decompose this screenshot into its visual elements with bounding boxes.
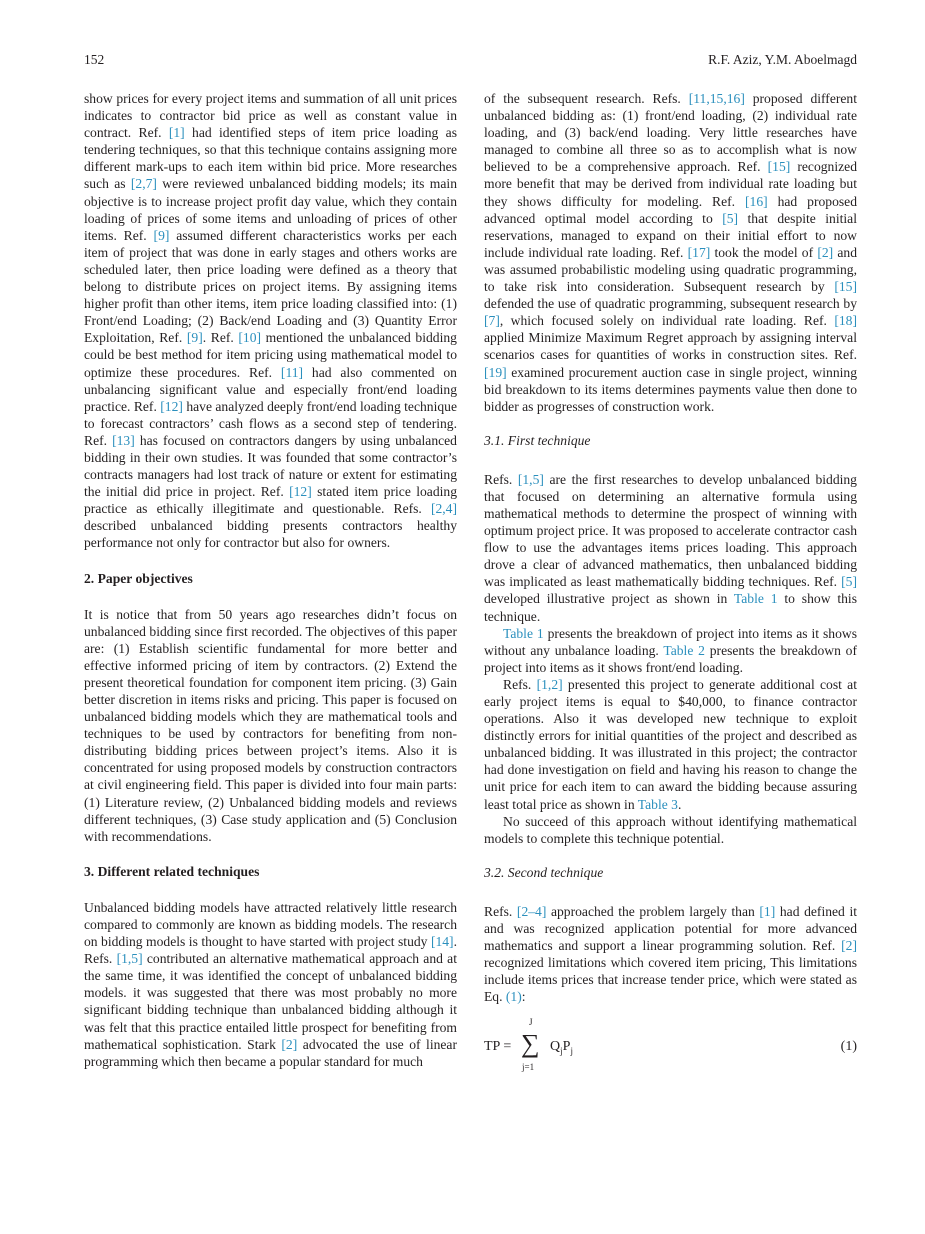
citation-link[interactable]: Table 1 bbox=[733, 591, 778, 607]
citation-link[interactable]: [15] bbox=[767, 159, 791, 175]
text-run: . Ref. bbox=[202, 330, 239, 346]
text-run: , which focused solely on individual rate loading. Ref. bbox=[499, 313, 835, 329]
citation-link[interactable]: [15] bbox=[834, 279, 857, 295]
paragraph bbox=[484, 471, 857, 625]
text-run: No succeed of this approach without identifying mathematical models to complete this technique potential. bbox=[484, 813, 857, 846]
paragraph bbox=[484, 625, 857, 676]
citation-link[interactable]: [5] bbox=[841, 574, 857, 590]
citation-link[interactable]: [16] bbox=[745, 193, 768, 209]
equation-1 bbox=[484, 1017, 857, 1079]
text-run: . Refs. bbox=[84, 934, 457, 967]
citation-link[interactable]: [19] bbox=[484, 364, 507, 380]
citation-link[interactable]: [1] bbox=[168, 125, 185, 141]
citation-link[interactable]: [11] bbox=[280, 364, 304, 380]
citation-link[interactable]: [2,7] bbox=[130, 176, 157, 192]
citation-link[interactable]: [2] bbox=[281, 1036, 298, 1052]
citation-link[interactable]: [1,5] bbox=[517, 471, 544, 487]
sum-upper-limit: J bbox=[529, 1017, 533, 1028]
sub-j: j bbox=[570, 1046, 573, 1057]
text-run: presents the breakdown of project into items as it shows without any unbalance loading. bbox=[484, 625, 857, 658]
text-run: described unbalanced bidding presents contractors healthy performance not only for contractor but also for owners. bbox=[84, 518, 457, 551]
text-run: approached the problem largely than bbox=[546, 903, 760, 919]
running-header-authors: R.F. Aziz, Y.M. Aboelmagd bbox=[708, 52, 857, 67]
citation-link[interactable]: [7] bbox=[484, 313, 500, 329]
paragraph bbox=[484, 813, 857, 847]
text-run: presented this project to generate additional cost at early project items is equal to $40,000, to finance contractor operations. Also it was developed new technique to exploit distinctly errors for initial quantities of the project and described as unbalanced bidding. It was illustrated in this project; the contractor had done investigation on field and having his reason to change the unit price for each item to can award the bidding because assuring least total price as shown in bbox=[484, 676, 857, 812]
citation-link[interactable]: [2] bbox=[817, 244, 834, 260]
citation-link[interactable]: [12] bbox=[289, 484, 312, 500]
text-run: proposed different unbalanced bidding as: (1) front/end loading, (2) individual rate loading, and (3) back/end loading. Very little researches have managed to combine all three so as to accomplish what is now believed to be a comprehensive approach. Ref. bbox=[484, 91, 857, 175]
text-run: developed illustrative project as shown in bbox=[484, 591, 734, 607]
subsection-heading: 3.1. First technique bbox=[484, 432, 591, 448]
citation-link[interactable]: [1,2] bbox=[536, 676, 563, 692]
page-number: 152 bbox=[84, 52, 105, 67]
text-run: Refs. bbox=[484, 471, 518, 487]
text-run: mentioned the unbalanced bidding could be best method for item pricing using mathematical model to optimize these procedures. Ref. bbox=[84, 330, 457, 380]
var-p: P bbox=[562, 1039, 571, 1055]
citation-link[interactable]: [1] bbox=[759, 903, 776, 919]
citation-link[interactable]: [17] bbox=[687, 244, 711, 260]
text-run: have analyzed deeply front/end loading technique to forecast contractors’ cash flows as a second step of tendering. Ref. bbox=[84, 398, 457, 448]
citation-link[interactable]: [2–4] bbox=[516, 903, 547, 919]
citation-link[interactable]: [5] bbox=[722, 210, 739, 226]
text-run: defended the use of quadratic programming, subsequent research by bbox=[484, 296, 857, 312]
citation-link[interactable]: [9] bbox=[153, 227, 170, 243]
paragraph bbox=[84, 606, 457, 845]
text-run: recognized more benefit that may be derived from individual rate loading but they shows difficulty for modeling. Ref. bbox=[484, 159, 857, 209]
paragraph bbox=[484, 676, 857, 813]
citation-link[interactable]: Table 1 bbox=[503, 625, 544, 641]
text-run: that despite initial reservations, managed to expand on their initial effort to now include individual rate loading. Ref. bbox=[484, 210, 857, 260]
text-run: show prices for every project items and summation of all unit prices indicates to contractor bid price as well as constant value in contract. Ref. bbox=[84, 91, 457, 141]
text-run: Refs. bbox=[484, 903, 517, 919]
citation-link[interactable]: [9] bbox=[186, 330, 203, 346]
citation-link[interactable]: [14] bbox=[430, 934, 454, 950]
sub-j: j bbox=[560, 1046, 563, 1057]
paragraph bbox=[84, 899, 457, 1070]
text-run: . bbox=[677, 796, 682, 812]
text-run: assumed different characteristics works per each item of project that was done in early stages and others works are scheduled later, then price loading were defined as a theory that belong to distribute prices on project items. By assigning items higher profit than other items, item price loading classified into: (1) Front/end Loading; (2) Back/end Loading and (3) Quantity Error Exploitation, Ref. bbox=[84, 227, 457, 346]
text-run: took the model of bbox=[710, 244, 818, 260]
text-run: had defined it and was recognized application potential for more advanced mathematics and support a linear programming solution. Ref. bbox=[484, 903, 857, 954]
subsection-heading: 3.2. Second technique bbox=[484, 864, 604, 880]
citation-link[interactable]: [18] bbox=[834, 313, 857, 329]
text-run: examined procurement auction case in single project, winning bid breakdown to its items determines payments value then done to bidder as progresses of construction work. bbox=[484, 364, 857, 414]
section-heading: 2. Paper objectives bbox=[84, 570, 193, 586]
text-run: It is notice that from 50 years ago researches didn’t focus on unbalanced bidding since first recorded. The objectives of this paper are: (1) Establish scientific fundamental for more better and effective informed pricing of item by contractors. (2) Extend the present theoretical foundation for component item pricing. (3) Gain better discretion in items risks and pricing. This paper is focused on unbalanced bidding models which they are mathematical tools and techniques to be used by contractors for benefiting from non-distributing bidding prices between project’s items. Also it is concentrated for using proposed models by construction contractors at civil engineering field. This paper is divided into four main parts: (1) Literature review, (2) Unbalanced bidding models and reviews different techniques, (3) Case study application and (5) Conclusion with recommendations. bbox=[84, 606, 457, 844]
text-run: had proposed advanced optimal model according to bbox=[484, 193, 857, 226]
summation-symbol: ∑ bbox=[521, 1029, 540, 1059]
text-run: are the first researches to develop unbalanced bidding that focused on determining an alternative formula using mathematical methods to determine the prospect of winning with optimum project price. It was proposed to accelerate contractor cash flow to use the advantages items prices loading. This approach drove a clear of advanced mathematics, then unbalanced bidding was implicated as least mathematically bidding techniques. Ref. bbox=[484, 471, 857, 590]
citation-link[interactable]: [13] bbox=[112, 432, 135, 448]
text-run: had identified steps of item price loading as tendering techniques, so that this technique contains assigning more different mark-ups to each item within bid price. More researches such as bbox=[84, 125, 457, 192]
citation-link[interactable]: Table 2 bbox=[663, 642, 705, 658]
equation-lhs: TP = bbox=[484, 1039, 512, 1055]
citation-link[interactable]: Table 3 bbox=[637, 796, 678, 812]
citation-link[interactable]: [12] bbox=[160, 398, 183, 414]
text-run: and was assumed probabilistic modeling using quadratic programming, to take risk into consideration. Subsequent research by bbox=[484, 244, 857, 295]
citation-link[interactable]: [10] bbox=[238, 330, 262, 346]
text-run: of the subsequent research. Refs. bbox=[484, 91, 689, 106]
citation-link[interactable]: [1,5] bbox=[116, 951, 143, 967]
text-run: to show this technique. bbox=[484, 591, 857, 624]
citation-link[interactable]: [11,15,16] bbox=[688, 91, 745, 106]
var-q: Q bbox=[550, 1039, 561, 1055]
equation-number: (1) bbox=[840, 1039, 857, 1055]
text-run: presents the breakdown of project into items as it shows front/end loading. bbox=[484, 642, 857, 675]
text-run: contributed an alternative mathematical approach and at the same time, it was identified the concept of unbalanced bidding models. it was suggested that there was most probably no more significant bidding technique than unbalanced bidding although it was felt that this practice entailed little prospect for benefiting from mathematical sophistication. Stark bbox=[84, 951, 457, 1052]
sum-lower-limit: j=1 bbox=[522, 1062, 535, 1073]
section-heading: 3. Different related techniques bbox=[84, 863, 260, 879]
paragraph bbox=[484, 903, 857, 1006]
left-column bbox=[84, 90, 457, 1070]
text-run: Unbalanced bidding models have attracted relatively little research compared to commonly are known as bidding models. The research on bidding models is thought to have started with project study bbox=[84, 899, 457, 950]
citation-link[interactable]: [2] bbox=[841, 938, 857, 954]
text-run: advocated the use of linear programming which then became a popular standard for much bbox=[84, 1036, 457, 1069]
text-run: has focused on contractors dangers by using unbalanced bidding in their own studies. It was founded that some contractor’s contracts managers had lost track of nature or extent for estimating the initial did price in project. Ref. bbox=[84, 432, 457, 500]
text-run: had also commented on unbalancing significant value and especially front/end loading practice. Ref. bbox=[84, 364, 457, 414]
right-column bbox=[484, 90, 857, 1079]
text-run: stated item price loading practice as ethically illegitimate and questionable. Refs. bbox=[84, 484, 458, 517]
text-run: were reviewed unbalanced bidding models; its main objective is to increase project profit day value, which they contain loading of prices of some items and unloading of prices of other items. Ref. bbox=[84, 176, 457, 243]
text-run: applied Minimize Maximum Regret approach by assigning interval scenarios cases for quantities of works in construction sites. Ref. bbox=[484, 330, 857, 363]
paragraph bbox=[84, 90, 457, 552]
citation-link[interactable]: (1) bbox=[505, 989, 522, 1005]
equation-rhs bbox=[550, 1039, 573, 1055]
citation-link[interactable]: [2,4] bbox=[430, 501, 457, 517]
text-run: recognized limitations which covered item pricing, This limitations include items prices that increase tender price, which were stated as Eq. bbox=[484, 955, 857, 1005]
text-run: : bbox=[521, 989, 526, 1005]
text-run: Refs. bbox=[503, 676, 537, 692]
paragraph bbox=[484, 90, 857, 415]
